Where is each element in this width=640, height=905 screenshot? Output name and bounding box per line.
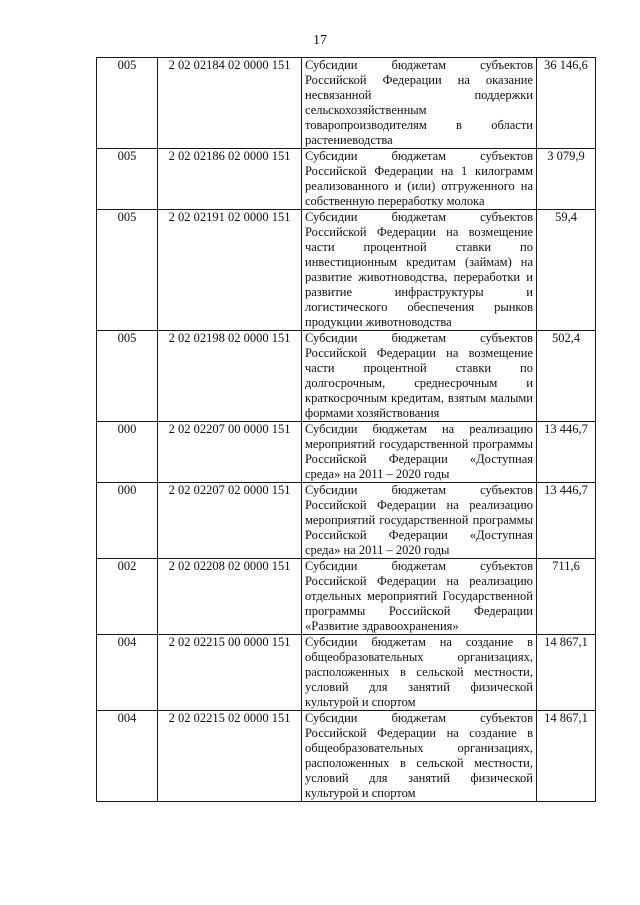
amount-cell: 711,6 [537, 559, 596, 635]
table-row [97, 210, 596, 331]
amount-cell: 502,4 [537, 331, 596, 422]
revenue-name-cell: Субсидии бюджетам субъектов Российской Федерации на возмещение части процентной ставки по инвестиционным кредитам (займам) на развитие животноводства, переработки и развитие инфраструктуры и логистического обеспечения рынков продукции животноводства [302, 210, 537, 331]
admin-code-cell: 005 [97, 331, 158, 422]
table-row [97, 422, 596, 483]
table-row [97, 559, 596, 635]
revenue-code-cell: 2 02 02207 00 0000 151 [158, 422, 302, 483]
revenue-name-cell: Субсидии бюджетам субъектов Российской Федерации на оказание несвязанной поддержки сельскохозяйственным товаропроизводителям в области растениеводства [302, 58, 537, 149]
admin-code-cell: 005 [97, 58, 158, 149]
table-row [97, 149, 596, 210]
revenue-code-cell: 2 02 02207 02 0000 151 [158, 483, 302, 559]
amount-cell: 14 867,1 [537, 635, 596, 711]
admin-code-cell: 004 [97, 635, 158, 711]
table-row [97, 711, 596, 802]
admin-code-cell: 005 [97, 149, 158, 210]
admin-code-cell: 002 [97, 559, 158, 635]
amount-cell: 59,4 [537, 210, 596, 331]
revenue-code-cell: 2 02 02186 02 0000 151 [158, 149, 302, 210]
page-number: 17 [313, 33, 327, 48]
revenue-code-cell: 2 02 02208 02 0000 151 [158, 559, 302, 635]
budget-revenue-table [96, 57, 596, 802]
revenue-name-cell: Субсидии бюджетам субъектов Российской Федерации на возмещение части процентной ставки по долгосрочным, среднесрочным и краткосрочным кредитам, взятым малыми формами хозяйствования [302, 331, 537, 422]
revenue-code-cell: 2 02 02184 02 0000 151 [158, 58, 302, 149]
amount-cell: 36 146,6 [537, 58, 596, 149]
admin-code-cell: 004 [97, 711, 158, 802]
amount-cell: 13 446,7 [537, 483, 596, 559]
table-row [97, 635, 596, 711]
admin-code-cell: 000 [97, 422, 158, 483]
revenue-name-cell: Субсидии бюджетам субъектов Российской Федерации на реализацию мероприятий государственной программы Российской Федерации «Доступная среда» на 2011 – 2020 годы [302, 483, 537, 559]
table-row [97, 58, 596, 149]
revenue-code-cell: 2 02 02198 02 0000 151 [158, 331, 302, 422]
revenue-code-cell: 2 02 02191 02 0000 151 [158, 210, 302, 331]
revenue-code-cell: 2 02 02215 00 0000 151 [158, 635, 302, 711]
revenue-name-cell: Субсидии бюджетам субъектов Российской Федерации на реализацию отдельных мероприятий Государственной программы Российской Федерации «Развитие здравоохранения» [302, 559, 537, 635]
table-row [97, 483, 596, 559]
revenue-name-cell: Субсидии бюджетам субъектов Российской Федерации на 1 килограмм реализованного и (или) отгруженного на собственную переработку молока [302, 149, 537, 210]
admin-code-cell: 005 [97, 210, 158, 331]
amount-cell: 13 446,7 [537, 422, 596, 483]
amount-cell: 3 079,9 [537, 149, 596, 210]
amount-cell: 14 867,1 [537, 711, 596, 802]
admin-code-cell: 000 [97, 483, 158, 559]
revenue-name-cell: Субсидии бюджетам на создание в общеобразовательных организациях, расположенных в сельской местности, условий для занятий физической культурой и спортом [302, 635, 537, 711]
revenue-code-cell: 2 02 02215 02 0000 151 [158, 711, 302, 802]
revenue-name-cell: Субсидии бюджетам на реализацию мероприятий государственной программы Российской Федерации «Доступная среда» на 2011 – 2020 годы [302, 422, 537, 483]
revenue-name-cell: Субсидии бюджетам субъектов Российской Федерации на создание в общеобразовательных организациях, расположенных в сельской местности, условий для занятий физической культурой и спортом [302, 711, 537, 802]
table-row [97, 331, 596, 422]
